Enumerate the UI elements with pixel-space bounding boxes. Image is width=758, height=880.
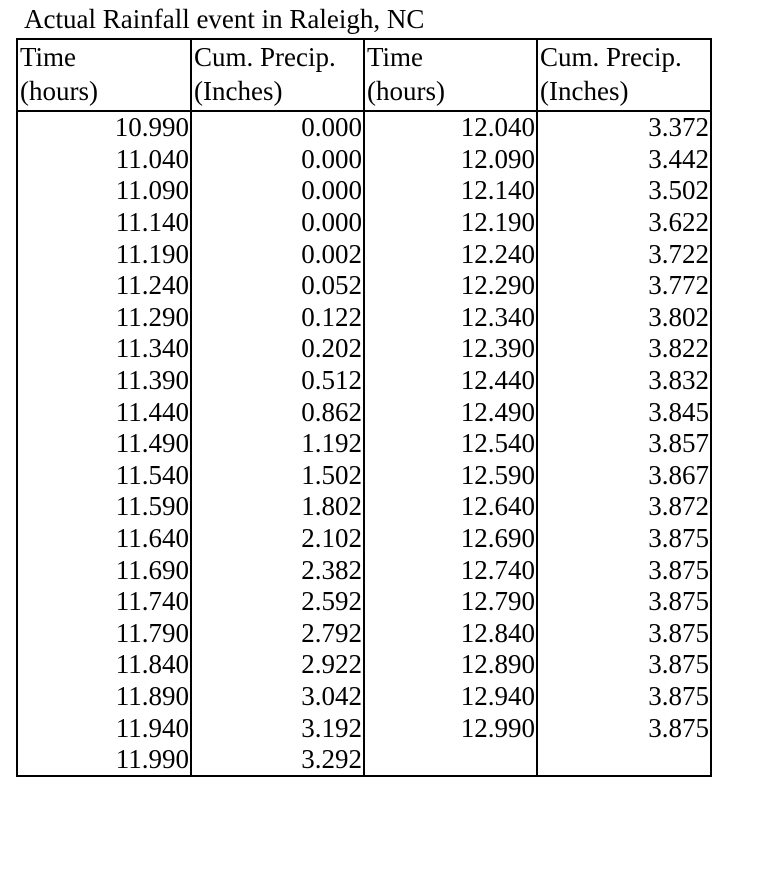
table-row [17, 554, 711, 586]
table-row [17, 207, 711, 239]
header-time-1 [17, 39, 191, 111]
time-cell: 12.740 [364, 554, 537, 586]
precip-cell: 3.832 [537, 365, 711, 397]
time-cell: 11.290 [17, 302, 191, 334]
table-row [17, 744, 711, 777]
header-precip-1 [191, 39, 364, 111]
time-cell: 12.390 [364, 333, 537, 365]
precip-cell: 3.875 [537, 681, 711, 713]
time-cell: 11.090 [17, 175, 191, 207]
time-cell: 12.140 [364, 175, 537, 207]
table-body [17, 111, 711, 776]
table-row [17, 491, 711, 523]
time-cell: 12.940 [364, 681, 537, 713]
time-cell: 12.590 [364, 460, 537, 492]
header-precip-unit: (Inches) [194, 76, 283, 106]
precip-cell: 3.192 [191, 712, 364, 744]
table-row [17, 111, 711, 144]
header-precip-label: Cum. Precip. [194, 42, 336, 72]
time-cell: 12.640 [364, 491, 537, 523]
precip-cell: 0.002 [191, 238, 364, 270]
precip-cell: 1.802 [191, 491, 364, 523]
time-cell: 11.140 [17, 207, 191, 239]
precip-cell: 3.442 [537, 144, 711, 176]
precip-cell: 2.592 [191, 586, 364, 618]
header-time-2 [364, 39, 537, 111]
time-cell [364, 744, 537, 777]
table-row [17, 365, 711, 397]
time-cell: 11.890 [17, 681, 191, 713]
time-cell: 11.390 [17, 365, 191, 397]
precip-cell: 3.502 [537, 175, 711, 207]
precip-cell [537, 744, 711, 777]
table-row [17, 618, 711, 650]
table-row [17, 270, 711, 302]
precip-cell: 3.622 [537, 207, 711, 239]
time-cell: 12.490 [364, 396, 537, 428]
precip-cell: 0.000 [191, 207, 364, 239]
precip-cell: 3.372 [537, 111, 711, 144]
time-cell: 12.290 [364, 270, 537, 302]
time-cell: 11.990 [17, 744, 191, 777]
header-precip-2 [537, 39, 711, 111]
precip-cell: 3.722 [537, 238, 711, 270]
time-cell: 11.040 [17, 144, 191, 176]
time-cell: 12.190 [364, 207, 537, 239]
time-cell: 11.240 [17, 270, 191, 302]
time-cell: 12.990 [364, 712, 537, 744]
time-cell: 12.340 [364, 302, 537, 334]
precip-cell: 3.772 [537, 270, 711, 302]
time-cell: 11.440 [17, 396, 191, 428]
precip-cell: 0.000 [191, 144, 364, 176]
precip-cell: 3.822 [537, 333, 711, 365]
time-cell: 11.740 [17, 586, 191, 618]
table-row [17, 649, 711, 681]
precip-cell: 3.845 [537, 396, 711, 428]
precip-cell: 3.875 [537, 554, 711, 586]
precip-cell: 0.202 [191, 333, 364, 365]
time-cell: 11.940 [17, 712, 191, 744]
precip-cell: 1.192 [191, 428, 364, 460]
precip-cell: 2.382 [191, 554, 364, 586]
precip-cell: 2.102 [191, 523, 364, 555]
precip-cell: 3.875 [537, 618, 711, 650]
header-time-label: Time [20, 42, 77, 72]
table-row [17, 586, 711, 618]
precip-cell: 3.875 [537, 649, 711, 681]
time-cell: 11.340 [17, 333, 191, 365]
precip-cell: 0.052 [191, 270, 364, 302]
time-cell: 12.040 [364, 111, 537, 144]
header-time-label: Time [367, 42, 424, 72]
header-row [17, 39, 711, 111]
time-cell: 11.490 [17, 428, 191, 460]
precip-cell: 3.872 [537, 491, 711, 523]
time-cell: 12.540 [364, 428, 537, 460]
header-precip-label: Cum. Precip. [540, 42, 682, 72]
table-title: Actual Rainfall event in Raleigh, NC [24, 4, 425, 34]
table-row [17, 523, 711, 555]
time-cell: 11.590 [17, 491, 191, 523]
precip-cell: 3.042 [191, 681, 364, 713]
precip-cell: 0.000 [191, 111, 364, 144]
precip-cell: 1.502 [191, 460, 364, 492]
time-cell: 12.440 [364, 365, 537, 397]
header-time-unit: (hours) [20, 76, 98, 106]
precip-cell: 2.792 [191, 618, 364, 650]
table-row [17, 712, 711, 744]
precip-cell: 0.862 [191, 396, 364, 428]
time-cell: 12.790 [364, 586, 537, 618]
time-cell: 11.640 [17, 523, 191, 555]
table-row [17, 460, 711, 492]
precip-cell: 3.857 [537, 428, 711, 460]
time-cell: 12.240 [364, 238, 537, 270]
time-cell: 12.840 [364, 618, 537, 650]
precip-cell: 3.292 [191, 744, 364, 777]
time-cell: 12.690 [364, 523, 537, 555]
time-cell: 11.840 [17, 649, 191, 681]
precip-cell: 2.922 [191, 649, 364, 681]
precip-cell: 3.875 [537, 586, 711, 618]
table-row [17, 302, 711, 334]
header-precip-unit: (Inches) [540, 76, 629, 106]
precip-cell: 3.867 [537, 460, 711, 492]
time-cell: 11.690 [17, 554, 191, 586]
table-row [17, 238, 711, 270]
header-time-unit: (hours) [367, 76, 445, 106]
time-cell: 12.890 [364, 649, 537, 681]
table-row [17, 681, 711, 713]
precip-cell: 0.512 [191, 365, 364, 397]
table-row [17, 175, 711, 207]
precip-cell: 3.802 [537, 302, 711, 334]
table-row [17, 333, 711, 365]
time-cell: 11.190 [17, 238, 191, 270]
precip-cell: 3.875 [537, 712, 711, 744]
table-row [17, 144, 711, 176]
precip-cell: 3.875 [537, 523, 711, 555]
precip-cell: 0.122 [191, 302, 364, 334]
time-cell: 11.540 [17, 460, 191, 492]
time-cell: 10.990 [17, 111, 191, 144]
table-row [17, 428, 711, 460]
rainfall-table [16, 38, 712, 777]
time-cell: 11.790 [17, 618, 191, 650]
precip-cell: 0.000 [191, 175, 364, 207]
time-cell: 12.090 [364, 144, 537, 176]
table-row [17, 396, 711, 428]
